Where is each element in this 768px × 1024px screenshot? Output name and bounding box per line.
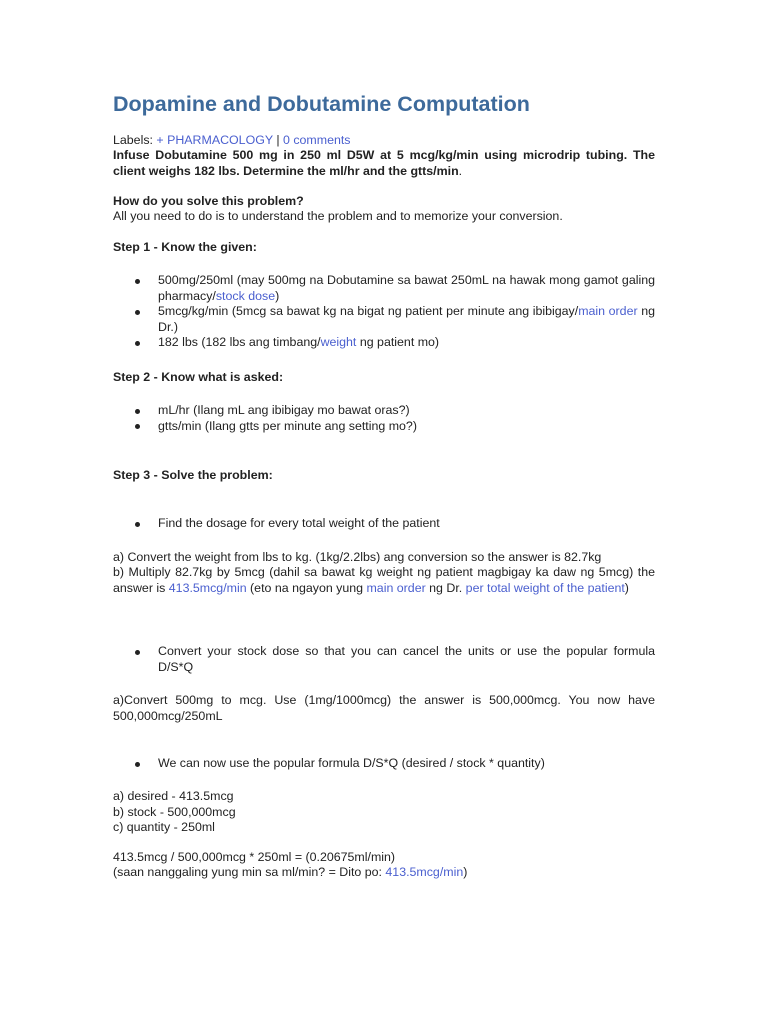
multiply-text: ng Dr. xyxy=(425,580,466,595)
item-text: 5mcg/kg/min (5mcg sa bawat kg na bigat ng patient per minute ang ibibigay/ xyxy=(158,304,579,318)
list-item: Convert your stock dose so that you can cancel the units or use the popular formula D/S*Q xyxy=(113,644,655,675)
weight-link[interactable]: weight xyxy=(320,335,357,349)
step3-heading xyxy=(113,468,655,484)
desired-line: a) desired - 413.5mcg xyxy=(113,789,234,803)
item-text: ng Dr.) xyxy=(158,304,655,334)
convert-weight-line: a) Convert the weight from lbs to kg. (1kg/2.2lbs) ang conversion so the answer is 82.7kg xyxy=(113,550,602,564)
step2-title: - Know what is asked: xyxy=(150,370,284,384)
labels-line xyxy=(113,133,655,149)
origin-text: ) xyxy=(463,865,468,879)
dosage-link[interactable]: 413.5mcg/min xyxy=(168,580,247,595)
item-text: ) xyxy=(275,288,280,303)
step3-list-1 xyxy=(113,516,655,532)
main-order-link-2[interactable]: main order xyxy=(366,580,426,595)
origin-text: (saan nanggaling yung min sa ml/min? = Dito po: xyxy=(113,865,386,879)
stock-line: b) stock - 500,000mcg xyxy=(113,805,236,819)
step2-label: Step 2 xyxy=(113,370,151,384)
page-title: Dopamine and Dobutamine Computation xyxy=(113,92,530,116)
list-item xyxy=(113,335,655,351)
how-question: How do you solve this problem? xyxy=(113,194,304,208)
list-item: mL/hr (Ilang mL ang ibibigay mo bawat oras?) xyxy=(113,403,655,419)
how-answer: All you need to do is to understand the problem and to memorize your conversion. xyxy=(113,209,563,223)
step3-list-3 xyxy=(113,756,655,772)
step1-label: Step 1 xyxy=(113,240,151,254)
step3-title: - Solve the problem: xyxy=(150,468,273,482)
problem-end: . xyxy=(458,163,463,178)
multiply-line xyxy=(113,565,655,596)
list-item xyxy=(113,273,655,304)
list-item: We can now use the popular formula D/S*Q (desired / stock * quantity) xyxy=(113,756,655,772)
problem-bold-text: Infuse Dobutamine 500 mg in 250 ml D5W at 5 mcg/kg/min using microdrip tubing. The client weighs 182 lbs. Determine the ml/hr and the gtts/min xyxy=(113,148,655,178)
step3-label: Step 3 xyxy=(113,468,151,482)
labels-separator: | xyxy=(272,133,283,147)
multiply-text: ) xyxy=(624,580,629,595)
stock-dose-link[interactable]: stock dose xyxy=(215,288,276,303)
item-text: 500mg/250ml (may 500mg na Dobutamine sa bawat 250mL na hawak mong gamot galing pharmacy/ xyxy=(158,273,655,303)
multiply-text: b) Multiply 82.7kg by 5mcg (dahil sa bawat kg weight ng patient magbigay ka daw ng 5mcg) the answer is xyxy=(113,565,655,595)
step1-title: - Know the given: xyxy=(150,240,257,254)
step2-list xyxy=(113,403,655,434)
step2-heading xyxy=(113,370,655,386)
list-item: Find the dosage for every total weight of the patient xyxy=(113,516,655,532)
labels-prefix: Labels: xyxy=(113,133,157,147)
list-item xyxy=(113,304,655,335)
dosage-link-2[interactable]: 413.5mcg/min xyxy=(385,865,464,879)
convert-stock-line: a)Convert 500mg to mcg. Use (1mg/1000mcg) the answer is 500,000mcg. You now have 500,000mcg/250mL xyxy=(113,693,655,723)
list-item: gtts/min (Ilang gtts per minute ang setting mo?) xyxy=(113,419,655,435)
step1-heading xyxy=(113,240,655,256)
calculation-line: 413.5mcg / 500,000mcg * 250ml = (0.20675ml/min) xyxy=(113,850,396,864)
comments-link[interactable]: 0 comments xyxy=(283,133,351,147)
multiply-text: (eto na ngayon yung xyxy=(246,580,367,595)
main-order-link[interactable]: main order xyxy=(578,304,638,318)
origin-line xyxy=(113,865,655,881)
item-text: 182 lbs (182 lbs ang timbang/ xyxy=(158,335,321,349)
step3-list-2 xyxy=(113,644,655,675)
label-pharmacology-link[interactable]: + PHARMACOLOGY xyxy=(156,133,273,147)
per-total-weight-link[interactable]: per total weight of the patient xyxy=(465,580,625,595)
item-text: ng patient mo) xyxy=(356,335,440,349)
problem-statement xyxy=(113,148,655,179)
quantity-line: c) quantity - 250ml xyxy=(113,820,215,834)
step1-list xyxy=(113,273,655,351)
